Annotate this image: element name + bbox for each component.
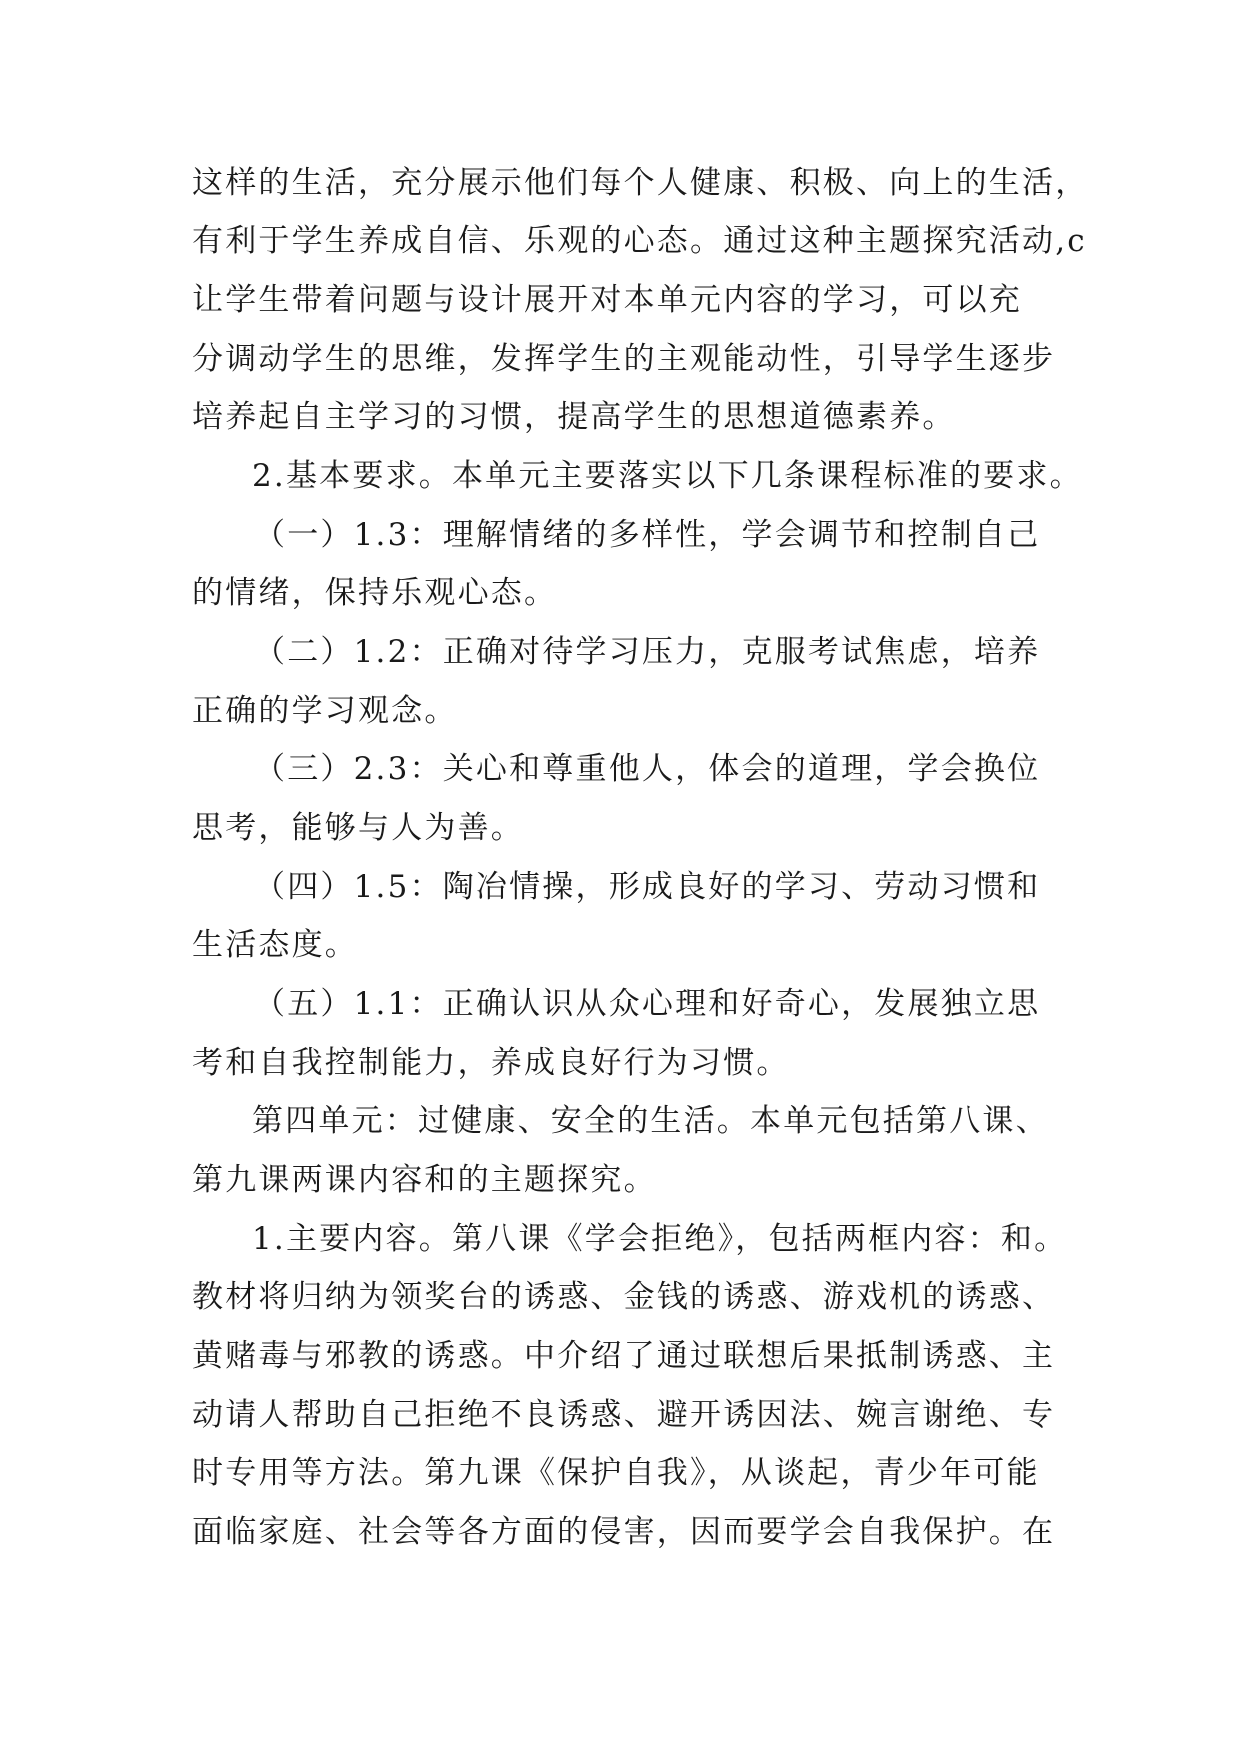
text-line: 面临家庭、社会等各方面的侵害，因而要学会自我保护。在 (192, 1514, 1056, 1550)
text-line: （五）1.1：正确认识从众心理和好奇心，发展独立思 (254, 986, 1041, 1022)
text-line: 第四单元：过健康、安全的生活。本单元包括第八课、 (252, 1103, 1049, 1139)
text-line: （四）1.5：陶冶情操，形成良好的学习、劳动习惯和 (254, 869, 1041, 905)
text-line: 让学生带着问题与设计展开对本单元内容的学习，可以充 (192, 282, 1022, 318)
text-line: 教材将归纳为领奖台的诱惑、金钱的诱惑、游戏机的诱惑、 (192, 1279, 1056, 1315)
text-line: （二）1.2：正确对待学习压力，克服考试焦虑，培养 (254, 634, 1041, 670)
text-line: 正确的学习观念。 (192, 693, 458, 729)
text-line: 分调动学生的思维，发挥学生的主观能动性，引导学生逐步 (192, 341, 1056, 377)
text-line: 培养起自主学习的习惯，提高学生的思想道德素养。 (192, 399, 956, 435)
text-line: 1.主要内容。第八课《学会拒绝》，包括两框内容：和。 (252, 1221, 1068, 1257)
text-line: 有利于学生养成自信、乐观的心态。通过这种主题探究活动,c (192, 223, 1087, 259)
text-line: 动请人帮助自己拒绝不良诱惑、避开诱因法、婉言谢绝、专 (192, 1397, 1056, 1433)
text-line: 时专用等方法。第九课《保护自我》，从谈起，青少年可能 (192, 1455, 1040, 1491)
text-line: 的情绪，保持乐观心态。 (192, 575, 558, 611)
text-line: 生活态度。 (192, 927, 358, 963)
text-line: 考和自我控制能力，养成良好行为习惯。 (192, 1045, 790, 1081)
text-line: 2.基本要求。本单元主要落实以下几条课程标准的要求。 (252, 458, 1083, 494)
text-line: （三）2.3：关心和尊重他人，体会的道理，学会换位 (254, 751, 1041, 787)
text-line: 黄赌毒与邪教的诱惑。中介绍了通过联想后果抵制诱惑、主 (192, 1338, 1056, 1374)
text-line: 第九课两课内容和的主题探究。 (192, 1162, 657, 1198)
text-line: 这样的生活，充分展示他们每个人健康、积极、向上的生活， (192, 165, 1089, 201)
text-line: 思考，能够与人为善。 (192, 810, 524, 846)
text-line: （一）1.3：理解情绪的多样性，学会调节和控制自己 (254, 517, 1041, 553)
